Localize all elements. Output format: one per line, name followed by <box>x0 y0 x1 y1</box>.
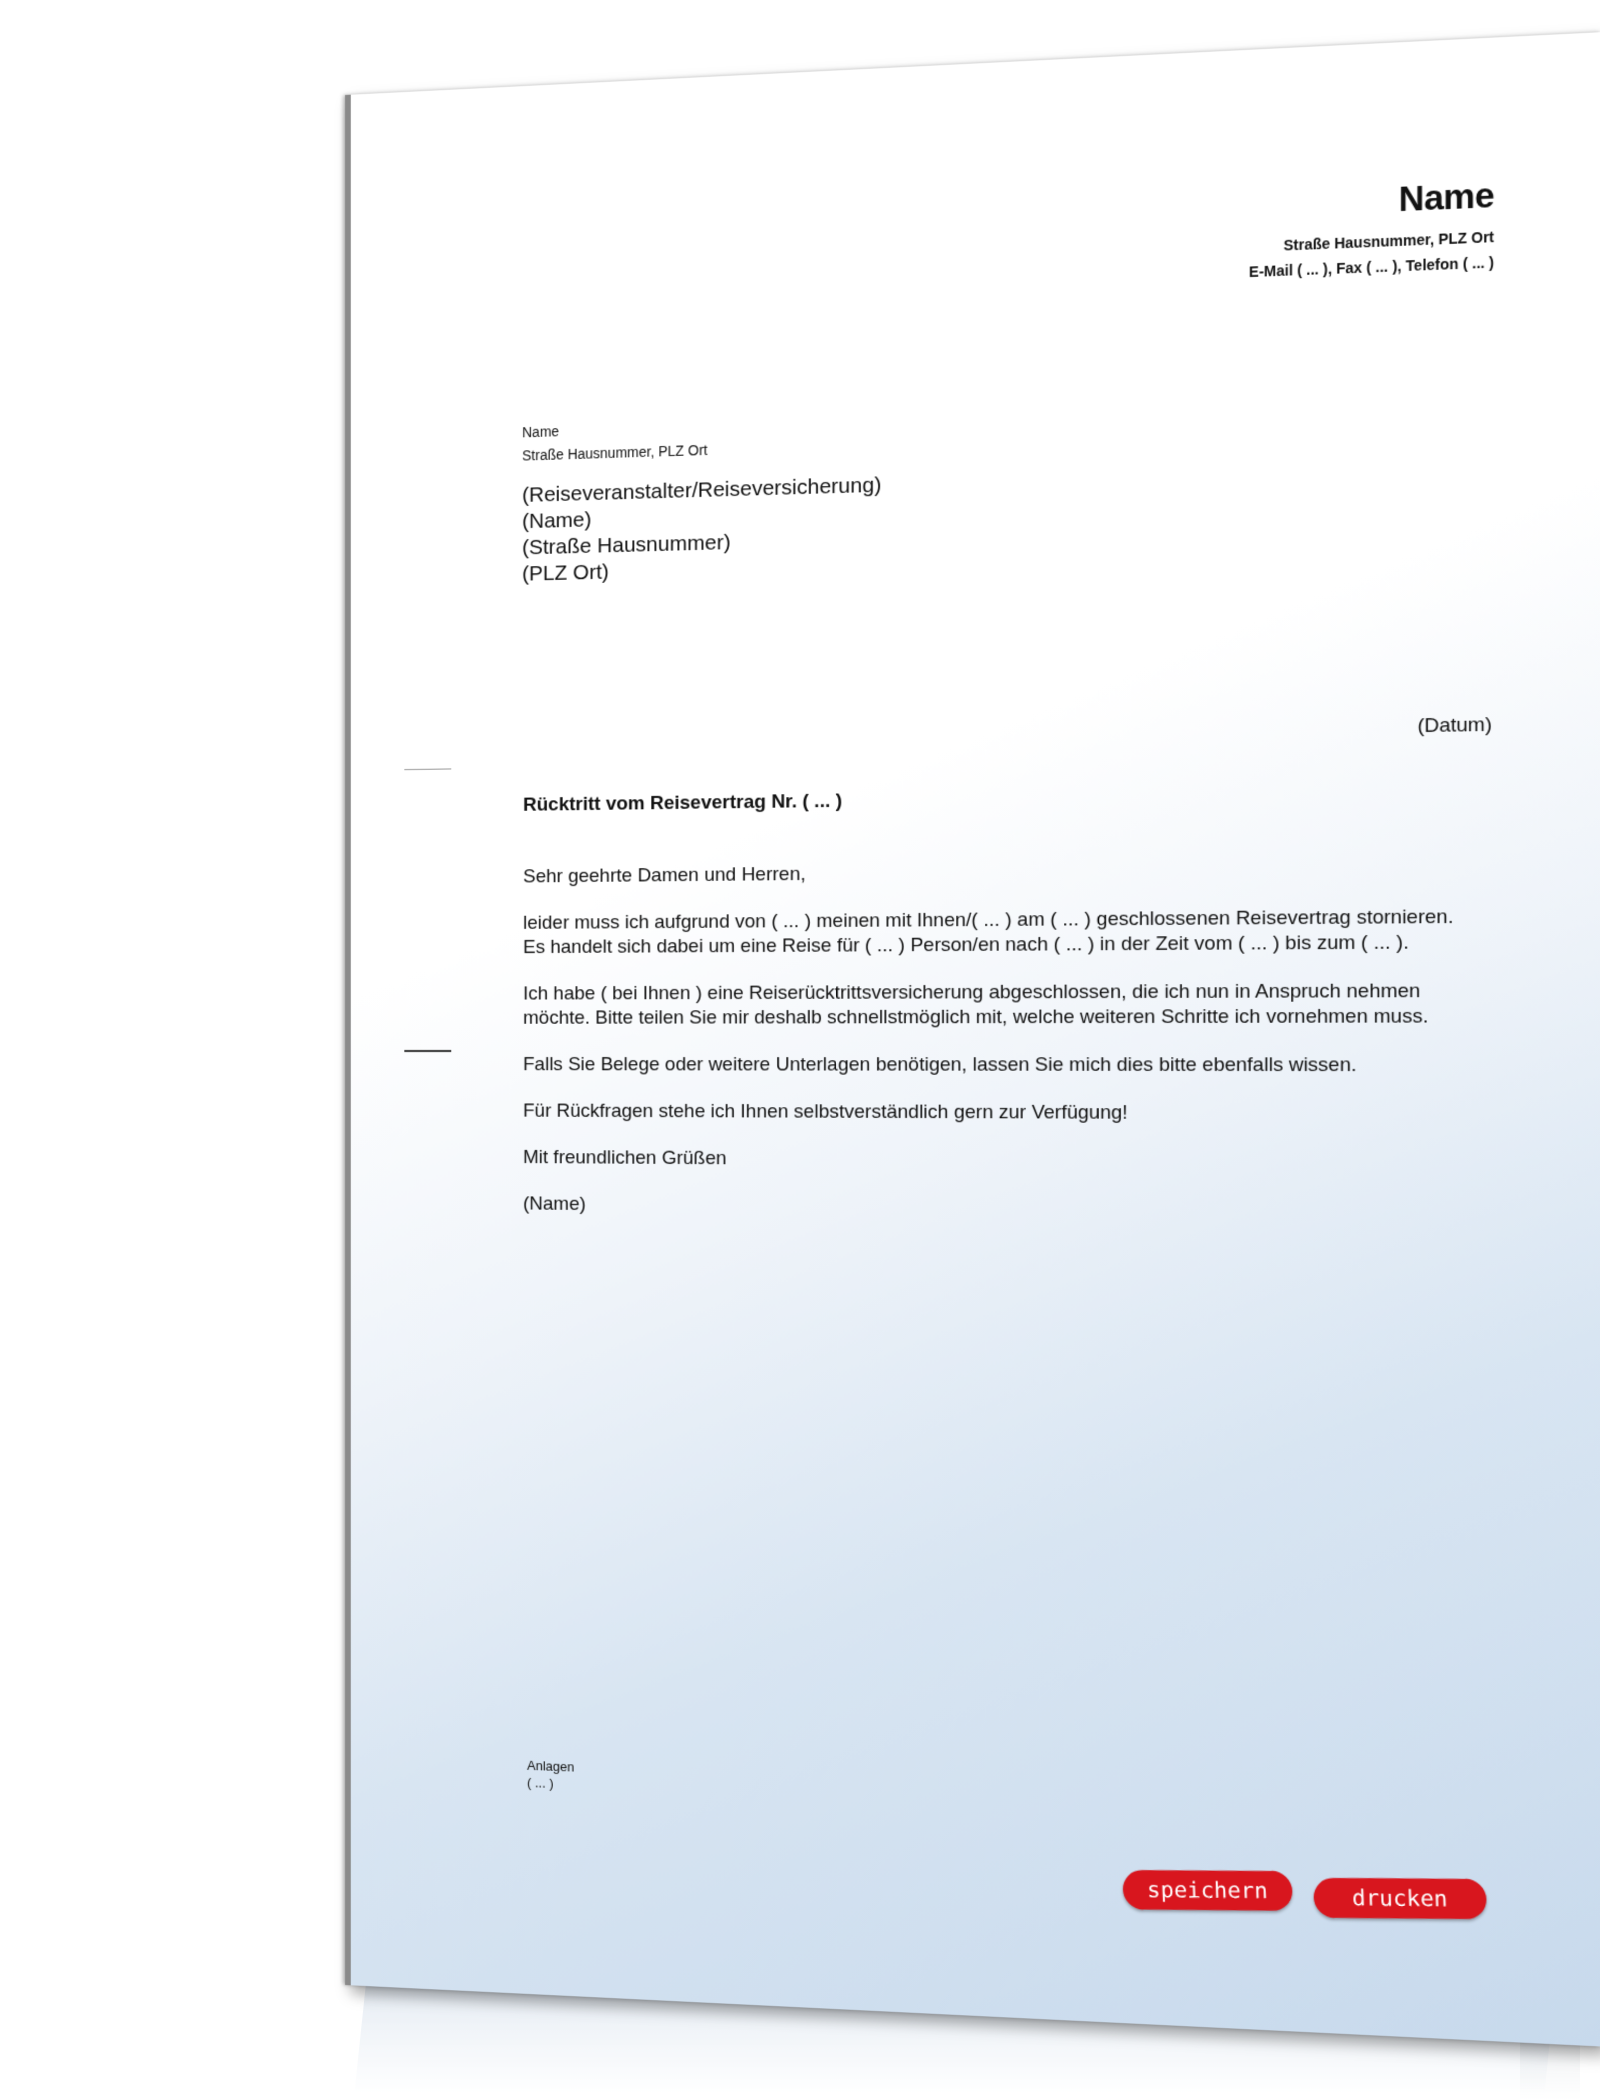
letter-body <box>523 856 1477 1248</box>
attachments-block <box>527 1757 574 1793</box>
body-paragraph: Ich habe ( bei Ihnen ) eine Reiserücktrittsversicherung abgeschlossen, die ich nun in Anspruch nehmen möchte. Bitte teilen Sie mir deshalb schnellstmöglich mit, welche weiteren Schritte ich vornehmen muss. <box>523 980 1429 1029</box>
recipient-line: (Straße Hausnummer) <box>522 530 731 560</box>
body-paragraph: Für Rückfragen stehe ich Ihnen selbstverständlich gern zur Verfügung! <box>523 1100 1128 1124</box>
punch-mark <box>404 1050 451 1052</box>
return-address-street: Straße Hausnummer, PLZ Ort <box>522 441 708 464</box>
recipient-line: (Reiseveranstalter/Reiseversicherung) <box>522 473 882 508</box>
letterhead-name: Name <box>1398 175 1495 219</box>
body-paragraph: Falls Sie Belege oder weitere Unterlagen benötigen, lassen Sie mich dies bitte ebenfalls wissen. <box>523 1054 1357 1077</box>
attachments-label: Anlagen <box>527 1757 575 1775</box>
letter-subject: Rücktritt vom Reisevertrag Nr. ( ... ) <box>523 790 843 816</box>
salutation: Sehr geehrte Damen und Herren, <box>523 863 806 888</box>
recipient-line: (PLZ Ort) <box>522 560 609 586</box>
letter-page <box>345 32 1600 2046</box>
recipient-block <box>522 472 881 588</box>
signature: (Name) <box>523 1193 586 1216</box>
attachments-value: ( ... ) <box>527 1774 554 1792</box>
fold-mark <box>404 768 451 770</box>
letterhead-contact: E-Mail ( ... ), Fax ( ... ), Telefon ( ... ) <box>1249 253 1495 281</box>
save-button[interactable]: speichern <box>1122 1870 1293 1911</box>
closing: Mit freundlichen Grüßen <box>523 1146 727 1170</box>
recipient-line: (Name) <box>522 508 592 534</box>
print-button[interactable]: drucken <box>1313 1878 1487 1920</box>
letterhead-address: Straße Hausnummer, PLZ Ort <box>1283 228 1495 254</box>
return-address-name: Name <box>522 423 560 441</box>
letter-date: (Datum) <box>1417 713 1492 738</box>
body-paragraph: leider muss ich aufgrund von ( ... ) meinen mit Ihnen/( ... ) am ( ... ) geschlossenen Reisevertrag stornieren. Es handelt sich dabei um eine Reise für ( ... ) Person/en nach ( ... ) in der Zeit vom ( ... ) bis zum ( ... ). <box>523 906 1454 959</box>
